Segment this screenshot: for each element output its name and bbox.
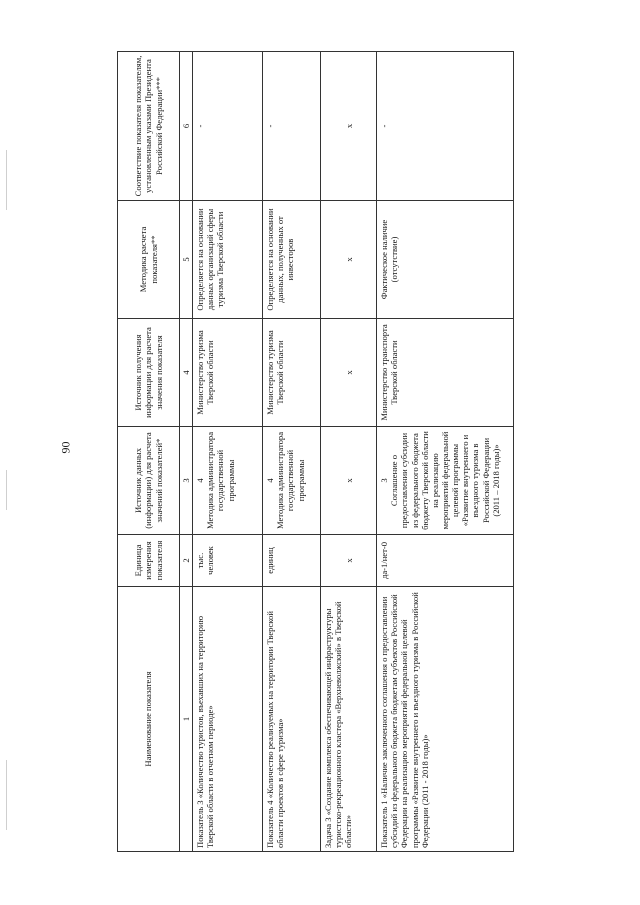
scan-edge-mark <box>6 150 7 210</box>
header-method: Методика расчета показателя** <box>118 201 180 319</box>
table-row <box>263 52 321 852</box>
table-header-row <box>118 52 180 852</box>
scan-edge-mark <box>6 760 7 830</box>
header-unit: Единица измерения показателя <box>118 535 180 587</box>
col-number: 2 <box>180 535 193 587</box>
col-number: 4 <box>180 319 193 427</box>
row-name: Показатель 3 «Количество туристов, въехавших на территорию Тверской области в отчетном периоде» <box>193 587 263 852</box>
indicators-table <box>117 51 514 852</box>
header-name: Наименование показателя <box>118 587 180 852</box>
page-number: 90 <box>58 441 73 454</box>
row-info-source: Министерство туризма Тверской области <box>193 319 263 427</box>
row-method: х <box>321 201 377 319</box>
header-info-source: Источник получения информации для расчета значения показателя <box>118 319 180 427</box>
table-row <box>377 52 514 852</box>
row-unit: тыс. человек <box>193 535 263 587</box>
col-number: 3 <box>180 427 193 535</box>
row-unit: единиц <box>263 535 321 587</box>
row-compliance: - <box>193 52 263 201</box>
row-data-source: 4 Методика администратора государственной программы <box>263 427 321 535</box>
row-data-source: х <box>321 427 377 535</box>
scan-edge-mark <box>6 470 7 510</box>
row-method: Фактическое наличие (отсутствие) <box>377 201 514 319</box>
table-row <box>321 52 377 852</box>
row-info-source: Министерство транспорта Тверской области <box>377 319 514 427</box>
row-compliance: х <box>321 52 377 201</box>
row-data-source: 3 Соглашение о предоставлении субсидии из федерального бюджета бюджету Тверской области на реализацию мероприятий федеральной целевой программы «Развитие внутреннего и въездного туризма в Российской Федерации (2011 – 2018 годы)» <box>377 427 514 535</box>
row-unit: х <box>321 535 377 587</box>
row-method: Определяется на основании данных, полученных от инвесторов <box>263 201 321 319</box>
row-data-source: 4 Методика администратора государственной программы <box>193 427 263 535</box>
row-method: Определяется на основании данных организаций сферы туризма Тверской области <box>193 201 263 319</box>
row-unit: да-1/нет-0 <box>377 535 514 587</box>
row-name: Задача 3 «Создание комплекса обеспечивающей инфраструктуры туристско-рекреационного кластера «Верхневолжский» в Тверской области» <box>321 587 377 852</box>
col-number: 5 <box>180 201 193 319</box>
col-number: 6 <box>180 52 193 201</box>
column-number-row <box>180 52 193 852</box>
header-data-source: Источник данных (информации) для расчета значений показателей* <box>118 427 180 535</box>
col-number: 1 <box>180 587 193 852</box>
header-compliance: Соответствие показателя показателям, установленным указами Президента Российской Федерации*** <box>118 52 180 201</box>
row-name: Показатель 4 «Количество реализуемых на территории Тверской области проектов в сфере туризма» <box>263 587 321 852</box>
row-compliance: - <box>263 52 321 201</box>
table-row <box>193 52 263 852</box>
row-info-source: х <box>321 319 377 427</box>
row-compliance: - <box>377 52 514 201</box>
rotated-table-wrapper <box>117 52 511 852</box>
row-name: Показатель 1 «Наличие заключенного соглашения о предоставлении субсидий из федерального бюджета бюджетам субъектов Российской Федерации на реализацию мероприятий федеральной целевой программы «Развитие внутреннего и въездного туризма в Российской Федерации (2011 - 2018 годы)» <box>377 587 514 852</box>
row-info-source: Министерство туризма Тверской области <box>263 319 321 427</box>
